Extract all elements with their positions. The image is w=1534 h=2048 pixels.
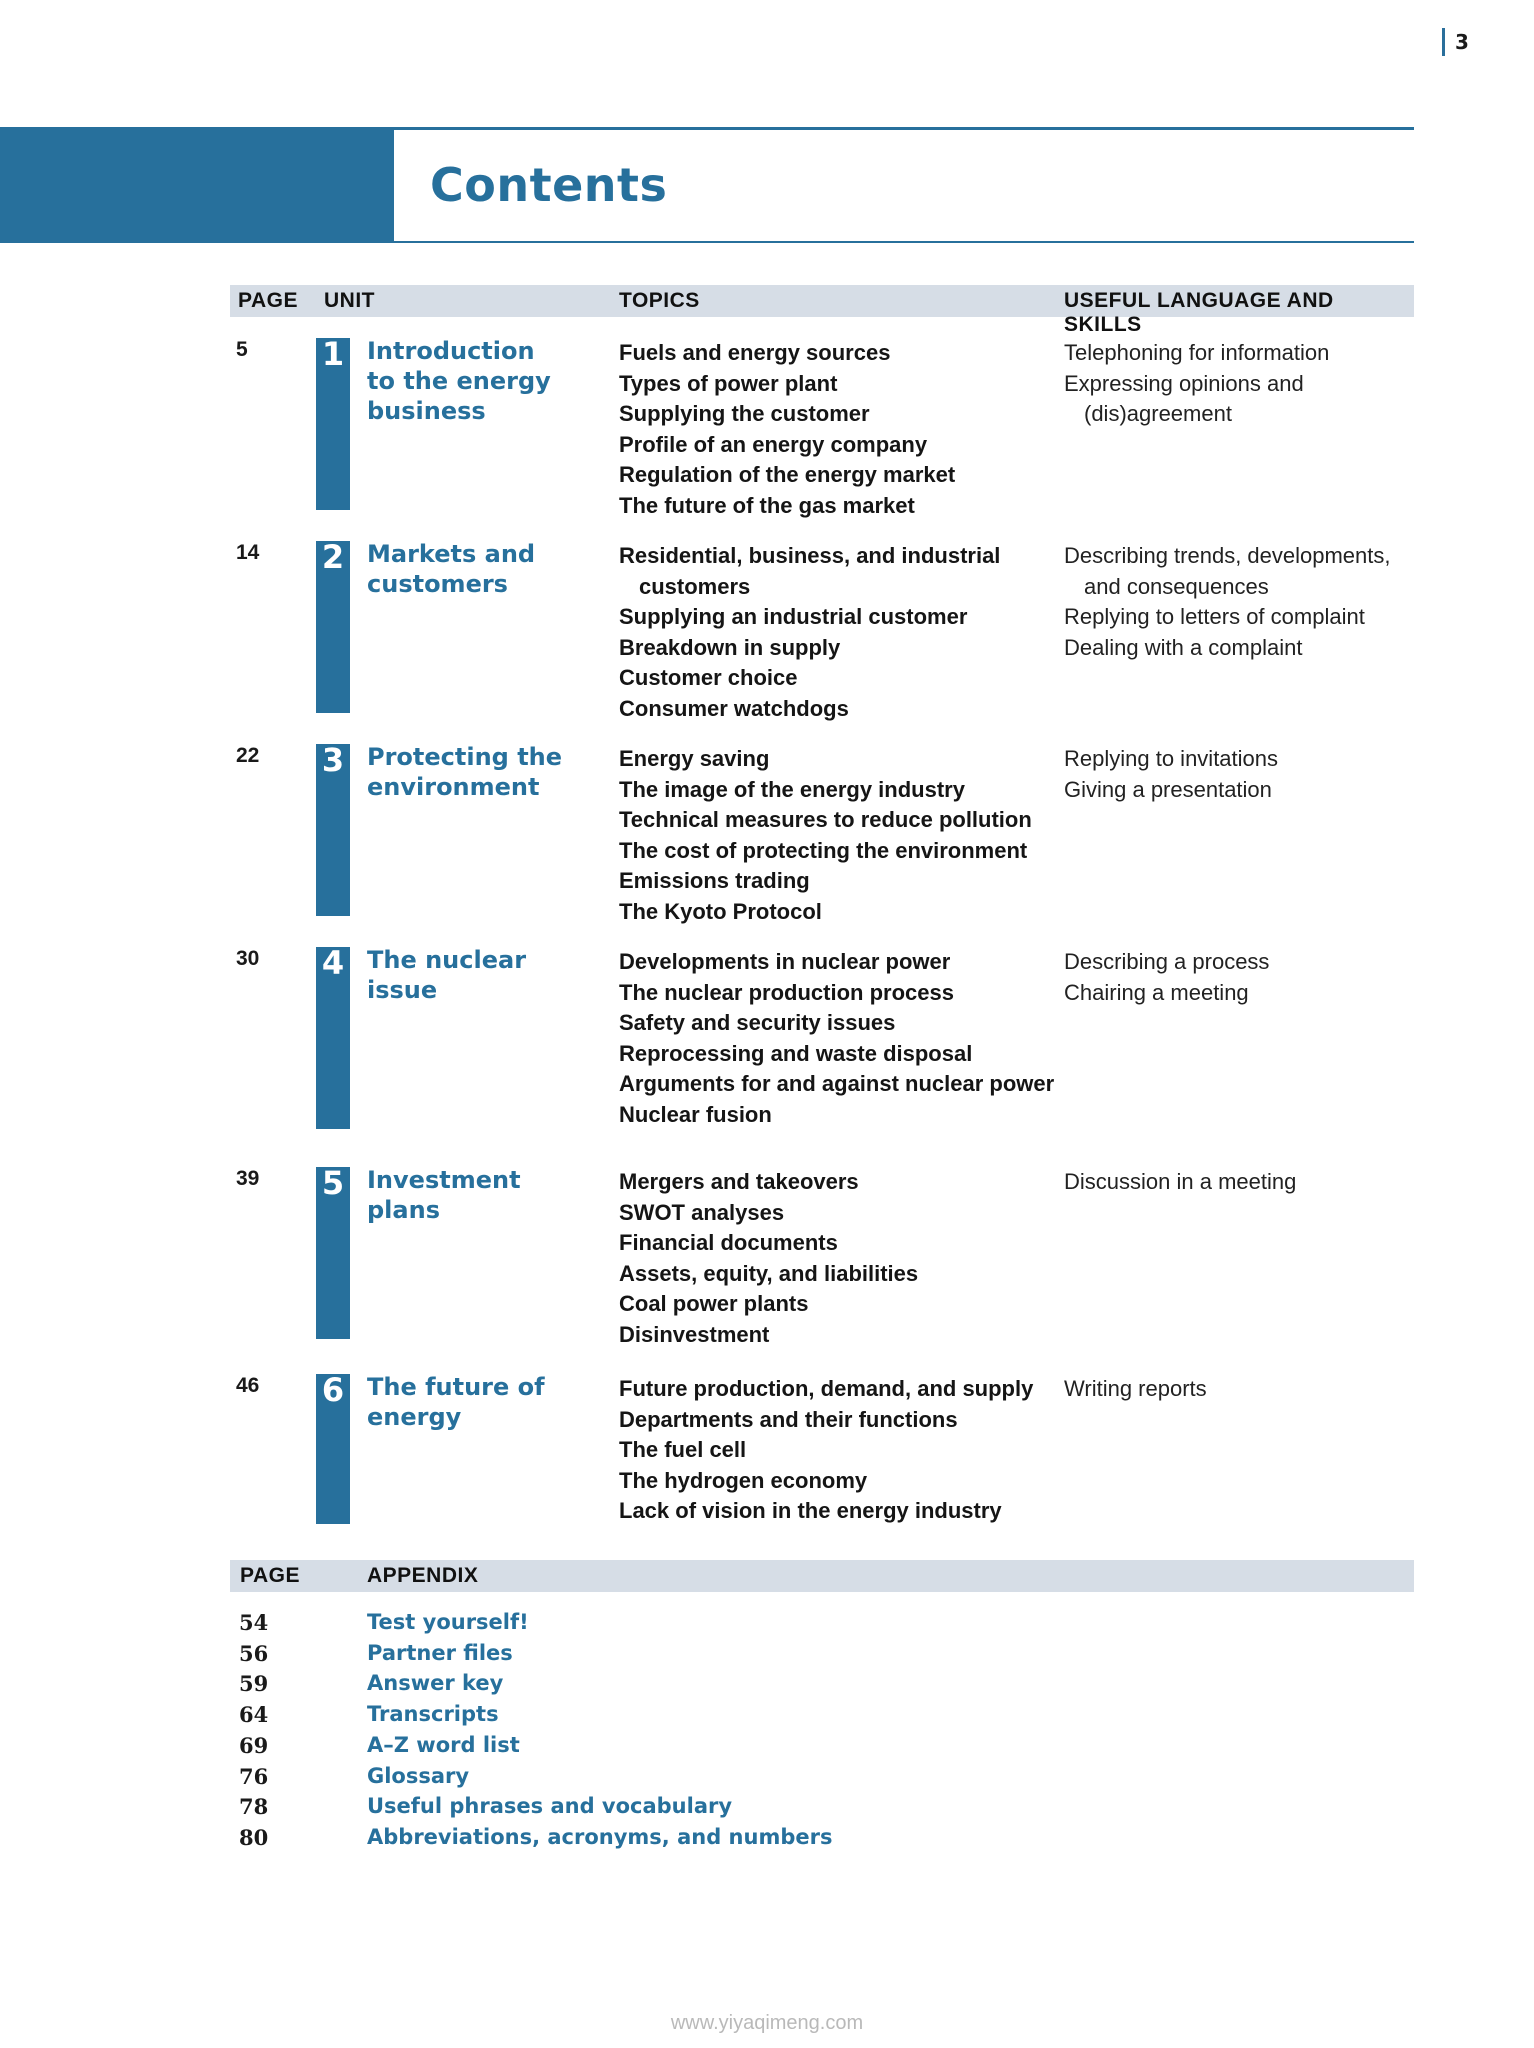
unit-page-number: 30: [236, 947, 260, 970]
unit-title[interactable]: Markets and customers: [367, 540, 536, 598]
units-table-header: [230, 285, 1414, 336]
page-number: 3: [1442, 28, 1469, 56]
appendix-page-number: 78: [239, 1794, 269, 1820]
title-banner-block: [0, 127, 394, 243]
appendix-page-number: 76: [239, 1763, 269, 1789]
appendix-link[interactable]: Partner files: [367, 1640, 513, 1665]
appendix-link[interactable]: Useful phrases and vocabulary: [367, 1794, 733, 1819]
appendix-link[interactable]: Abbreviations, acronyms, and numbers: [367, 1824, 833, 1849]
page-title: Contents: [430, 158, 668, 212]
unit-title[interactable]: The nuclear issue: [367, 946, 527, 1004]
appendix-table-header: [230, 1560, 1414, 1592]
unit-title[interactable]: Introduction to the energy business: [367, 337, 551, 425]
unit-number: 2: [321, 538, 345, 576]
appendix-header-label: APPENDIX: [367, 1564, 479, 1587]
unit-skills: Describing a process Chairing a meeting: [1064, 949, 1270, 1005]
title-top-rule: [394, 127, 1414, 130]
unit-page-number: 5: [236, 338, 248, 361]
appendix-link[interactable]: Test yourself!: [367, 1610, 529, 1634]
unit-page-number: 39: [236, 1167, 260, 1190]
header-unit: UNIT: [324, 289, 375, 312]
appendix-page-number: 56: [239, 1640, 269, 1666]
unit-number: 4: [321, 944, 345, 982]
title-bottom-rule: [394, 241, 1414, 243]
unit-page-number: 46: [236, 1374, 260, 1397]
header-skills: USEFUL LANGUAGE AND SKILLS: [1064, 289, 1334, 336]
header-topics: TOPICS: [619, 289, 700, 312]
unit-title[interactable]: Protecting the environment: [367, 743, 563, 801]
unit-topics: Fuels and energy sources Types of power plant Supplying the customer Profile of an energy company Regulation of the energy market The future of the gas market: [619, 340, 956, 518]
unit-number: 5: [321, 1164, 345, 1202]
appendix-page-number: 64: [239, 1702, 269, 1728]
unit-title[interactable]: Investment plans: [367, 1166, 521, 1224]
appendix-page-number: 69: [239, 1732, 269, 1758]
unit-topics: Residential, business, and industrial customers Supplying an industrial customer Breakdown in supply Customer choice Consumer watchdogs: [619, 543, 1001, 721]
unit-topics: Future production, demand, and supply Departments and their functions The fuel cell The hydrogen economy Lack of vision in the energy industry: [619, 1376, 1034, 1524]
unit-number: 1: [321, 335, 345, 373]
appendix-link[interactable]: Answer key: [367, 1671, 504, 1696]
unit-title[interactable]: The future of energy: [367, 1373, 545, 1431]
unit-number: 3: [321, 741, 345, 779]
unit-page-number: 14: [236, 541, 260, 564]
footer-watermark: www.yiyaqimeng.com: [670, 2012, 864, 2034]
unit-page-number: 22: [236, 744, 260, 767]
unit-topics: Mergers and takeovers SWOT analyses Financial documents Assets, equity, and liabilities Coal power plants Disinvestment: [619, 1169, 919, 1347]
unit-skills: Describing trends, developments, and consequences Replying to letters of complaint Dealing with a complaint: [1064, 543, 1391, 660]
appendix-link[interactable]: Glossary: [367, 1763, 470, 1788]
appendix-link[interactable]: A–Z word list: [367, 1732, 520, 1757]
appendix-page-number: 80: [239, 1824, 269, 1850]
unit-skills: Replying to invitations Giving a presentation: [1064, 746, 1279, 802]
unit-skills: Writing reports: [1064, 1376, 1207, 1401]
header-page: PAGE: [238, 289, 298, 312]
unit-topics: Energy saving The image of the energy industry Technical measures to reduce pollution The cost of protecting the environment Emissions trading The Kyoto Protocol: [619, 746, 1032, 924]
unit-number: 6: [321, 1371, 345, 1409]
appendix-page-number: 54: [239, 1610, 269, 1635]
appendix-header-page: PAGE: [240, 1564, 300, 1587]
unit-skills: Telephoning for information Expressing opinions and (dis)agreement: [1064, 340, 1330, 427]
appendix-page-number: 59: [239, 1671, 269, 1697]
appendix-link[interactable]: Transcripts: [367, 1702, 499, 1727]
unit-skills: Discussion in a meeting: [1064, 1169, 1297, 1194]
unit-topics: Developments in nuclear power The nuclear production process Safety and security issues Reprocessing and waste disposal Arguments for and against nuclear power Nuclear fusion: [619, 949, 1055, 1127]
